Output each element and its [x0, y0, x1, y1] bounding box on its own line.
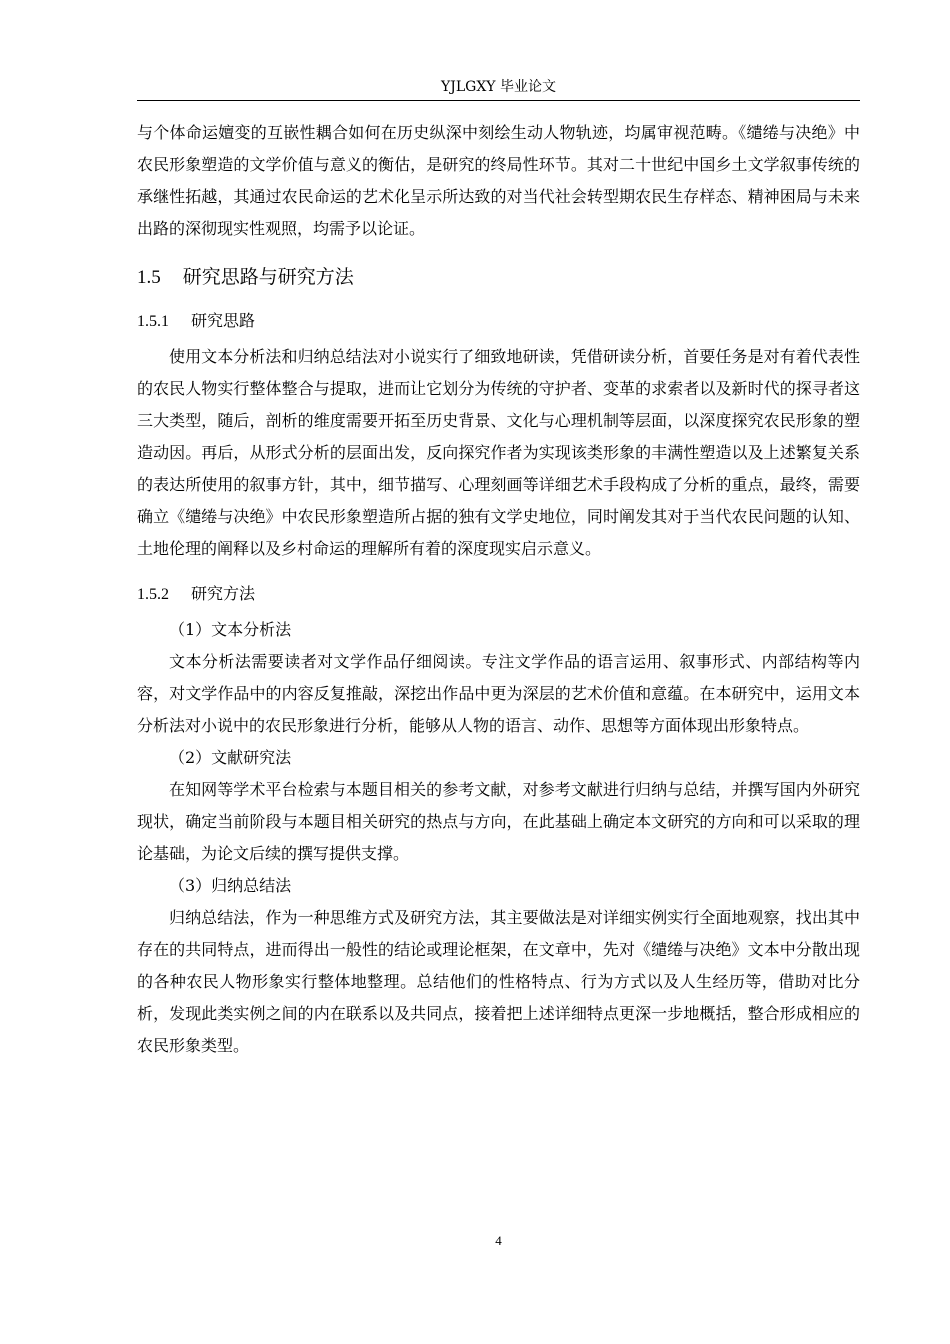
running-header: YJLGXY 毕业论文 [441, 79, 556, 95]
method-text-1: 文本分析法需要读者对文学作品仔细阅读。专注文学作品的语言运用、叙事形式、内部结构等内容，对文学作品中的内容反复推敲，深挖出作品中更为深层的艺术价值和意蕴。在本研究中，运用文本分析法对小说中的农民形象进行分析，能够从人物的语言、动作、思想等方面体现出形象特点。 [137, 652, 860, 735]
method-text-3: 归纳总结法，作为一种思维方式及研究方法，其主要做法是对详细实例实行全面地观察，找出其中存在的共同特点，进而得出一般性的结论或理论框架，在文章中，先对《缱绻与决绝》文本中分散出现的各种农民人物形象实行整体地整理。总结他们的性格特点、行为方式以及人生经历等，借助对比分析，发现此类实例之间的内在联系以及共同点，接着把上述详细特点更深一步地概括，整合形成相应的农民形象类型。 [137, 908, 860, 1055]
method-label-3: （3）归纳总结法 [169, 876, 292, 895]
subsection-heading-2 [137, 581, 860, 608]
subsection-number-2: 1.5.2 [137, 586, 169, 603]
method-label-2: （2）文献研究法 [169, 748, 292, 767]
section-number: 1.5 [137, 267, 161, 288]
section-heading [137, 263, 860, 292]
method-label-1: （1）文本分析法 [169, 620, 292, 639]
continued-paragraph: 与个体命运嬗变的互嵌性耦合如何在历史纵深中刻绘生动人物轨迹，均属审视范畴。《缱绻与决绝》中农民形象塑造的文学价值与意义的衡估，是研究的终局性环节。其对二十世纪中国乡土文学叙事传统的承继性拓越，其通过农民命运的艺术化呈示所达致的对当代社会转型期农民生存样态、精神困局与未来出路的深彻现实性观照，均需予以论证。 [137, 123, 860, 238]
subsection-title-2: 研究方法 [191, 584, 256, 603]
method-text-2: 在知网等学术平台检索与本题目相关的参考文献，对参考文献进行归纳与总结，并撰写国内外研究现状，确定当前阶段与本题目相关研究的热点与方向，在此基础上确定本文研究的方向和可以采取的理论基础，为论文后续的撰写提供支撑。 [137, 780, 860, 863]
page-body [137, 117, 860, 1062]
section-title: 研究思路与研究方法 [182, 266, 354, 288]
header-rule [137, 100, 860, 101]
research-approach-paragraph: 使用文本分析法和归纳总结法对小说实行了细致地研读，凭借研读分析，首要任务是对有着代表性的农民人物实行整体整合与提取，进而让它划分为传统的守护者、变革的求索者以及新时代的探寻者这三大类型，随后，剖析的维度需要开拓至历史背景、文化与心理机制等层面，以深度探究农民形象的塑造动因。再后，从形式分析的层面出发，反向探究作者为实现该类形象的丰满性塑造以及上述繁复关系的表达所使用的叙事方针，其中，细节描写、心理刻画等详细艺术手段构成了分析的重点，最终，需要确立《缱绻与决绝》中农民形象塑造所占据的独有文学史地位，同时阐发其对于当代农民问题的认知、土地伦理的阐释以及乡村命运的理解所有着的深度现实启示意义。 [137, 347, 860, 558]
page-number: 4 [495, 1233, 502, 1248]
subsection-title-1: 研究思路 [191, 311, 256, 330]
subsection-number-1: 1.5.1 [137, 313, 169, 330]
subsection-heading-1 [137, 308, 860, 335]
